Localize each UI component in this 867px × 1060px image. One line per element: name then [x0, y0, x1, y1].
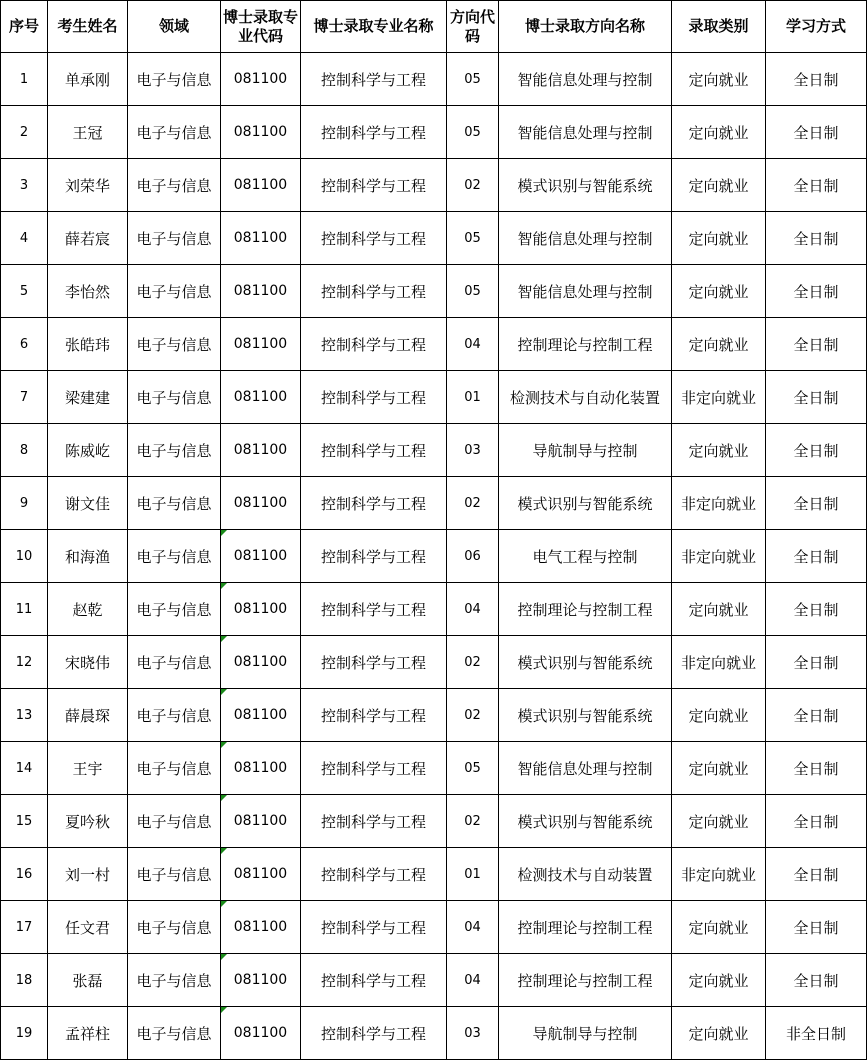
cell-study-mode: 全日制: [766, 636, 867, 689]
cell-name: 任文君: [48, 901, 128, 954]
cell-admit-type: 定向就业: [672, 1007, 766, 1060]
cell-dir-code: 04: [447, 901, 499, 954]
cell-dir-code: 04: [447, 318, 499, 371]
cell-major-name: 控制科学与工程: [301, 159, 447, 212]
cell-major-name: 控制科学与工程: [301, 53, 447, 106]
table-row: [1, 265, 867, 318]
cell-major-name: 控制科学与工程: [301, 583, 447, 636]
cell-name: 梁建建: [48, 371, 128, 424]
cell-name: 王宇: [48, 742, 128, 795]
cell-index: 17: [1, 901, 48, 954]
cell-index: 4: [1, 212, 48, 265]
cell-dir-name: 导航制导与控制: [499, 424, 672, 477]
cell-field: 电子与信息: [128, 212, 221, 265]
header-dir-name: 博士录取方向名称: [499, 1, 672, 53]
header-major-name: 博士录取专业名称: [301, 1, 447, 53]
cell-admit-type: 定向就业: [672, 53, 766, 106]
cell-name: 张磊: [48, 954, 128, 1007]
header-name: 考生姓名: [48, 1, 128, 53]
cell-dir-code: 02: [447, 159, 499, 212]
cell-index: 19: [1, 1007, 48, 1060]
cell-field: 电子与信息: [128, 1007, 221, 1060]
cell-major-name: 控制科学与工程: [301, 106, 447, 159]
table-row: [1, 689, 867, 742]
cell-name: 单承刚: [48, 53, 128, 106]
cell-field: 电子与信息: [128, 848, 221, 901]
cell-name: 刘一村: [48, 848, 128, 901]
cell-index: 13: [1, 689, 48, 742]
header-study-mode: 学习方式: [766, 1, 867, 53]
cell-admit-type: 定向就业: [672, 954, 766, 1007]
table-row: [1, 742, 867, 795]
table-row: [1, 424, 867, 477]
table-row: [1, 848, 867, 901]
table-row: [1, 530, 867, 583]
cell-major-code: 081100: [221, 424, 301, 477]
cell-dir-name: 智能信息处理与控制: [499, 265, 672, 318]
table-header: [1, 1, 867, 53]
cell-dir-code: 03: [447, 424, 499, 477]
cell-admit-type: 定向就业: [672, 689, 766, 742]
cell-study-mode: 全日制: [766, 954, 867, 1007]
cell-major-name: 控制科学与工程: [301, 371, 447, 424]
cell-study-mode: 全日制: [766, 212, 867, 265]
cell-dir-name: 模式识别与智能系统: [499, 159, 672, 212]
cell-field: 电子与信息: [128, 477, 221, 530]
cell-dir-code: 03: [447, 1007, 499, 1060]
header-admit-type: 录取类别: [672, 1, 766, 53]
cell-major-name: 控制科学与工程: [301, 530, 447, 583]
cell-study-mode: 非全日制: [766, 1007, 867, 1060]
table-row: [1, 159, 867, 212]
cell-major-name: 控制科学与工程: [301, 795, 447, 848]
cell-dir-name: 控制理论与控制工程: [499, 318, 672, 371]
cell-index: 9: [1, 477, 48, 530]
cell-major-code: 081100: [221, 901, 301, 954]
cell-dir-name: 模式识别与智能系统: [499, 477, 672, 530]
cell-admit-type: 非定向就业: [672, 477, 766, 530]
cell-study-mode: 全日制: [766, 583, 867, 636]
cell-dir-name: 智能信息处理与控制: [499, 53, 672, 106]
table-row: [1, 371, 867, 424]
cell-admit-type: 定向就业: [672, 795, 766, 848]
cell-field: 电子与信息: [128, 636, 221, 689]
cell-dir-name: 模式识别与智能系统: [499, 689, 672, 742]
cell-dir-name: 控制理论与控制工程: [499, 583, 672, 636]
cell-dir-code: 05: [447, 212, 499, 265]
cell-admit-type: 非定向就业: [672, 636, 766, 689]
cell-study-mode: 全日制: [766, 689, 867, 742]
cell-study-mode: 全日制: [766, 742, 867, 795]
cell-name: 赵乾: [48, 583, 128, 636]
cell-dir-name: 智能信息处理与控制: [499, 742, 672, 795]
header-major-code: 博士录取专业代码: [221, 1, 301, 53]
table-row: [1, 1007, 867, 1060]
cell-field: 电子与信息: [128, 689, 221, 742]
cell-dir-code: 04: [447, 954, 499, 1007]
cell-major-name: 控制科学与工程: [301, 742, 447, 795]
cell-name: 李怡然: [48, 265, 128, 318]
table-row: [1, 106, 867, 159]
cell-study-mode: 全日制: [766, 53, 867, 106]
cell-index: 11: [1, 583, 48, 636]
cell-study-mode: 全日制: [766, 477, 867, 530]
cell-study-mode: 全日制: [766, 424, 867, 477]
cell-name: 和海渔: [48, 530, 128, 583]
cell-field: 电子与信息: [128, 954, 221, 1007]
cell-major-code: 081100: [221, 265, 301, 318]
header-index: 序号: [1, 1, 48, 53]
table-body: [1, 53, 867, 1060]
cell-index: 3: [1, 159, 48, 212]
cell-dir-code: 02: [447, 689, 499, 742]
cell-field: 电子与信息: [128, 371, 221, 424]
cell-name: 陈威屹: [48, 424, 128, 477]
cell-major-code: 081100: [221, 742, 301, 795]
cell-major-name: 控制科学与工程: [301, 689, 447, 742]
cell-dir-code: 05: [447, 106, 499, 159]
cell-field: 电子与信息: [128, 106, 221, 159]
cell-dir-name: 检测技术与自动化装置: [499, 371, 672, 424]
cell-study-mode: 全日制: [766, 265, 867, 318]
cell-major-code: 081100: [221, 530, 301, 583]
cell-major-code: 081100: [221, 848, 301, 901]
cell-study-mode: 全日制: [766, 901, 867, 954]
table-row: [1, 901, 867, 954]
cell-major-code: 081100: [221, 795, 301, 848]
cell-index: 10: [1, 530, 48, 583]
cell-major-name: 控制科学与工程: [301, 1007, 447, 1060]
cell-major-name: 控制科学与工程: [301, 636, 447, 689]
cell-dir-code: 01: [447, 848, 499, 901]
cell-study-mode: 全日制: [766, 795, 867, 848]
cell-admit-type: 定向就业: [672, 318, 766, 371]
cell-dir-name: 模式识别与智能系统: [499, 795, 672, 848]
cell-dir-name: 模式识别与智能系统: [499, 636, 672, 689]
cell-field: 电子与信息: [128, 901, 221, 954]
cell-dir-code: 05: [447, 53, 499, 106]
cell-dir-name: 智能信息处理与控制: [499, 212, 672, 265]
table-row: [1, 795, 867, 848]
cell-dir-code: 05: [447, 742, 499, 795]
cell-dir-code: 01: [447, 371, 499, 424]
cell-major-name: 控制科学与工程: [301, 477, 447, 530]
cell-field: 电子与信息: [128, 159, 221, 212]
cell-dir-code: 02: [447, 795, 499, 848]
cell-field: 电子与信息: [128, 742, 221, 795]
cell-name: 薛若宸: [48, 212, 128, 265]
cell-study-mode: 全日制: [766, 159, 867, 212]
cell-admit-type: 非定向就业: [672, 371, 766, 424]
cell-index: 7: [1, 371, 48, 424]
cell-name: 王冠: [48, 106, 128, 159]
cell-major-code: 081100: [221, 371, 301, 424]
cell-major-name: 控制科学与工程: [301, 265, 447, 318]
cell-admit-type: 定向就业: [672, 742, 766, 795]
cell-admit-type: 定向就业: [672, 159, 766, 212]
cell-major-name: 控制科学与工程: [301, 901, 447, 954]
cell-name: 张皓玮: [48, 318, 128, 371]
cell-name: 宋晓伟: [48, 636, 128, 689]
cell-admit-type: 非定向就业: [672, 530, 766, 583]
cell-field: 电子与信息: [128, 583, 221, 636]
cell-field: 电子与信息: [128, 424, 221, 477]
cell-index: 8: [1, 424, 48, 477]
cell-index: 1: [1, 53, 48, 106]
cell-major-name: 控制科学与工程: [301, 424, 447, 477]
cell-field: 电子与信息: [128, 318, 221, 371]
header-dir-code: 方向代码: [447, 1, 499, 53]
cell-major-code: 081100: [221, 954, 301, 1007]
cell-dir-code: 02: [447, 636, 499, 689]
table-row: [1, 318, 867, 371]
cell-dir-name: 智能信息处理与控制: [499, 106, 672, 159]
cell-major-code: 081100: [221, 159, 301, 212]
cell-major-name: 控制科学与工程: [301, 318, 447, 371]
cell-major-code: 081100: [221, 53, 301, 106]
cell-major-code: 081100: [221, 106, 301, 159]
cell-field: 电子与信息: [128, 53, 221, 106]
cell-field: 电子与信息: [128, 795, 221, 848]
cell-name: 谢文佳: [48, 477, 128, 530]
cell-index: 18: [1, 954, 48, 1007]
cell-dir-name: 检测技术与自动装置: [499, 848, 672, 901]
cell-admit-type: 定向就业: [672, 265, 766, 318]
cell-study-mode: 全日制: [766, 318, 867, 371]
table-row: [1, 583, 867, 636]
cell-major-code: 081100: [221, 477, 301, 530]
cell-field: 电子与信息: [128, 530, 221, 583]
cell-dir-name: 导航制导与控制: [499, 1007, 672, 1060]
cell-name: 刘荣华: [48, 159, 128, 212]
cell-index: 5: [1, 265, 48, 318]
table-row: [1, 477, 867, 530]
header-row: [1, 1, 867, 53]
cell-name: 夏吟秋: [48, 795, 128, 848]
cell-major-code: 081100: [221, 636, 301, 689]
cell-major-name: 控制科学与工程: [301, 848, 447, 901]
cell-admit-type: 定向就业: [672, 583, 766, 636]
cell-admit-type: 定向就业: [672, 901, 766, 954]
cell-study-mode: 全日制: [766, 530, 867, 583]
cell-dir-code: 04: [447, 583, 499, 636]
cell-study-mode: 全日制: [766, 848, 867, 901]
cell-dir-code: 02: [447, 477, 499, 530]
cell-study-mode: 全日制: [766, 371, 867, 424]
cell-field: 电子与信息: [128, 265, 221, 318]
header-field: 领域: [128, 1, 221, 53]
cell-study-mode: 全日制: [766, 106, 867, 159]
cell-major-code: 081100: [221, 583, 301, 636]
cell-dir-name: 控制理论与控制工程: [499, 901, 672, 954]
cell-index: 15: [1, 795, 48, 848]
cell-major-code: 081100: [221, 212, 301, 265]
table-row: [1, 53, 867, 106]
cell-major-name: 控制科学与工程: [301, 212, 447, 265]
cell-index: 2: [1, 106, 48, 159]
cell-index: 14: [1, 742, 48, 795]
cell-admit-type: 定向就业: [672, 106, 766, 159]
cell-admit-type: 非定向就业: [672, 848, 766, 901]
cell-dir-code: 05: [447, 265, 499, 318]
cell-index: 12: [1, 636, 48, 689]
cell-major-name: 控制科学与工程: [301, 954, 447, 1007]
cell-name: 孟祥柱: [48, 1007, 128, 1060]
cell-major-code: 081100: [221, 318, 301, 371]
cell-major-code: 081100: [221, 689, 301, 742]
table-row: [1, 954, 867, 1007]
cell-major-code: 081100: [221, 1007, 301, 1060]
cell-index: 6: [1, 318, 48, 371]
table-row: [1, 636, 867, 689]
cell-dir-code: 06: [447, 530, 499, 583]
cell-admit-type: 定向就业: [672, 212, 766, 265]
cell-dir-name: 控制理论与控制工程: [499, 954, 672, 1007]
cell-name: 薛晨琛: [48, 689, 128, 742]
table-row: [1, 212, 867, 265]
cell-index: 16: [1, 848, 48, 901]
cell-admit-type: 定向就业: [672, 424, 766, 477]
cell-dir-name: 电气工程与控制: [499, 530, 672, 583]
